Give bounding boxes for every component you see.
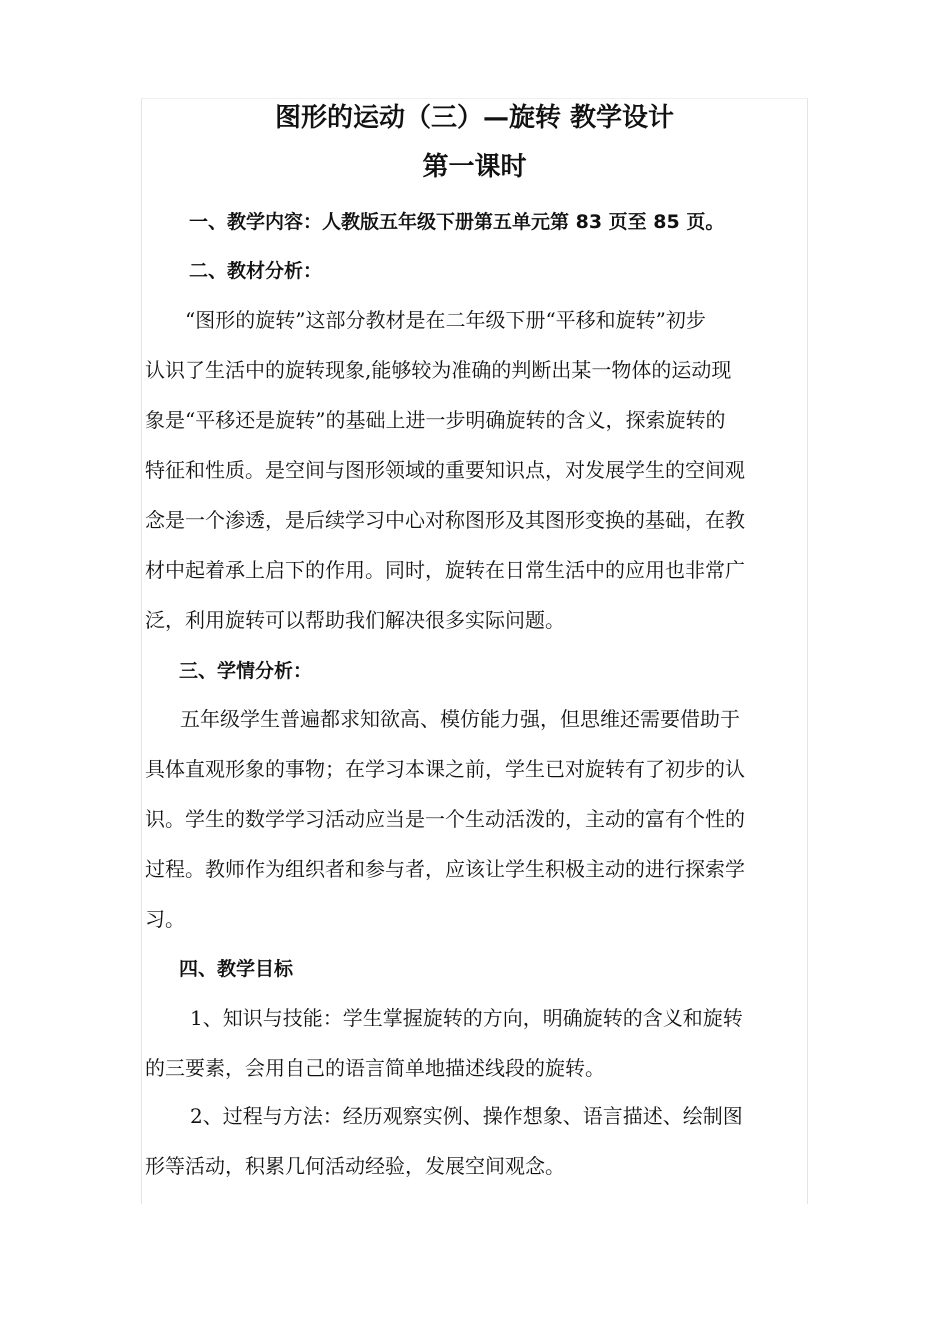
paragraph-line: 过程。教师作为组织者和参与者，应该让学生积极主动的进行探索学	[145, 857, 745, 881]
paragraph-line: 形等活动，积累几何活动经验，发展空间观念。	[145, 1154, 565, 1178]
section-heading-goals: 四、教学目标	[179, 958, 294, 980]
paragraph-line: 的三要素，会用自己的语言简单地描述线段的旋转。	[145, 1056, 605, 1080]
section-heading-material: 二、教材分析：	[189, 260, 323, 282]
paragraph-line: 1、知识与技能：学生掌握旋转的方向，明确旋转的含义和旋转	[190, 1006, 743, 1030]
paragraph-material-analysis	[145, 295, 813, 645]
paragraph-goal-process	[145, 1091, 813, 1191]
paragraph-line: 泛，利用旋转可以帮助我们解决很多实际问题。	[145, 608, 565, 632]
document-title: 图形的运动（三）—旋转 教学设计	[274, 103, 675, 133]
paragraph-line: 特征和性质。是空间与图形领域的重要知识点，对发展学生的空间观	[145, 458, 745, 482]
paragraph-line: 识。学生的数学学习活动应当是一个生动活泼的，主动的富有个性的	[145, 807, 745, 831]
paragraph-line: 2、过程与方法：经历观察实例、操作想象、语言描述、绘制图	[190, 1104, 743, 1128]
paragraph-student-analysis	[145, 694, 813, 944]
paragraph-line: 具体直观形象的事物；在学习本课之前，学生已对旋转有了初步的认	[145, 757, 745, 781]
section-heading-content: 一、教学内容：人教版五年级下册第五单元第 83 页至 85 页。	[189, 211, 725, 233]
paragraph-line: 材中起着承上启下的作用。同时，旋转在日常生活中的应用也非常广	[145, 558, 745, 582]
paragraph-line: 习。	[145, 907, 185, 931]
paragraph-line: “图形的旋转”这部分教材是在二年级下册“平移和旋转”初步	[185, 308, 706, 332]
document-subtitle: 第一课时	[422, 152, 527, 182]
section-heading-student: 三、学情分析：	[179, 660, 313, 682]
paragraph-line: 认识了生活中的旋转现象,能够较为准确的判断出某一物体的运动现	[145, 358, 732, 382]
paragraph-line: 五年级学生普遍都求知欲高、模仿能力强，但思维还需要借助于	[180, 707, 740, 731]
paragraph-line: 念是一个渗透，是后续学习中心对称图形及其图形变换的基础，在教	[145, 508, 745, 532]
paragraph-line: 象是“平移还是旋转”的基础上进一步明确旋转的含义，探索旋转的	[145, 408, 726, 432]
paragraph-goal-knowledge	[145, 993, 813, 1093]
